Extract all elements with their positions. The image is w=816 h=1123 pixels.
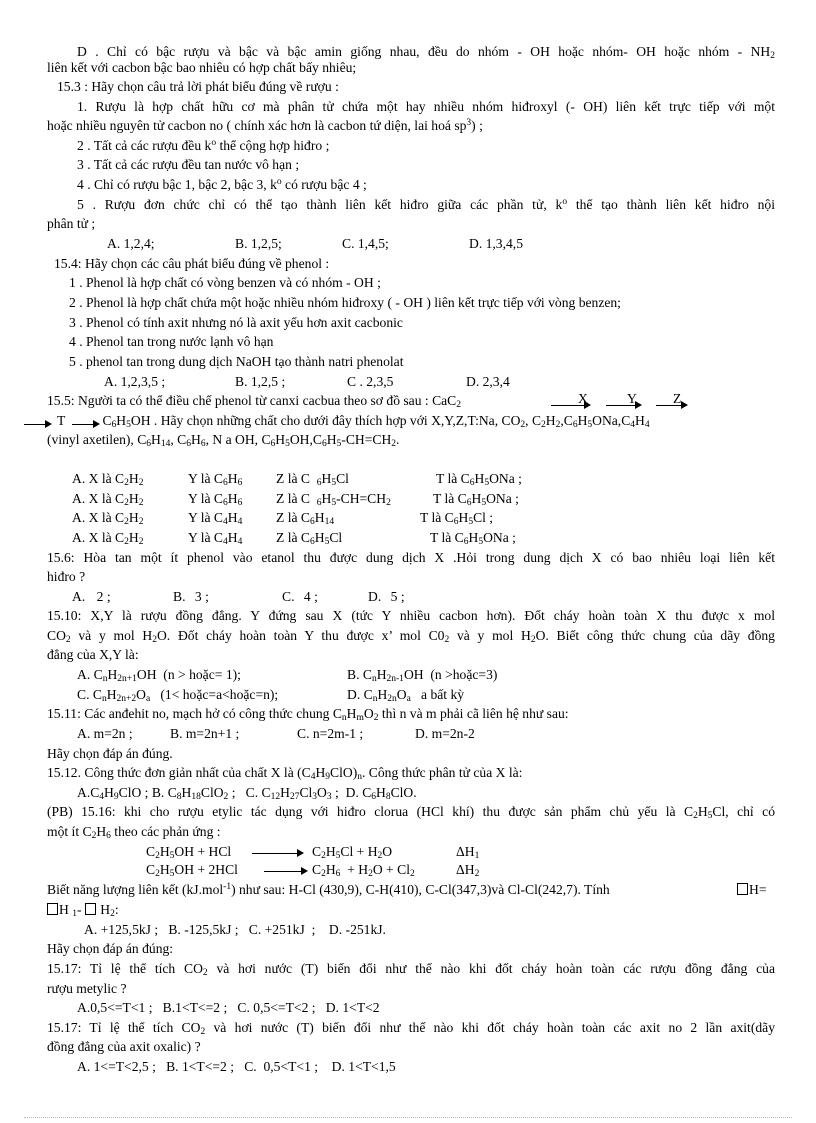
text-line: A. 2 ; B. 3 ; C. 4 ; D. 5 ; [72,589,405,604]
text-line: A. $C_nH_{2n+1}OH$ (n > hoặc= 1); B. $C_nH_{2n-1}OH$ (n >hoặc=3) [77,667,498,684]
scheme-label: X [578,391,588,406]
text-line: đẳng của X,Y là: [47,647,139,662]
text-line: A. 1,2,3,5 ; B. 1,2,5 ; C . 2,3,5 D. 2,3,4 [104,374,510,389]
scheme-label: Y [627,391,637,406]
text-line: Hãy chọn đáp án đúng: [47,941,174,956]
text-line: 3 . Tất cả các rượu đều tan nước vô hạn ; [77,157,300,172]
text-line: T $C_6H_5OH$ . Hãy chọn những chất cho dưới đây thích hợp với X,Y,Z,T:Na, $CO_2$, $C_2H_2,C_6H_5ONa,C_4H_4$ [57,413,650,430]
text-line: A. X là $C_2H_2$ Y là $C_6H_6$ Z là C $_6H_5-CH=CH_2$ T là $C_6H_5ONa$ ; [72,491,519,508]
text-line: 15.6: Hòa tan một ít phenol vào etanol thu được dung dịch X .Hỏi trong dung dịch X có bao nhiêu loại liên kết [47,550,775,565]
text-line: A. +125,5kJ ; B. -125,5kJ ; C. +251kJ ; D. -251kJ. [84,922,386,937]
text-line: 5 . phenol tan trong dung dịch NaOH tạo thành natri phenolat [69,354,404,369]
text-line: $CO_2$ và y mol $H_2O$. Đốt cháy hoàn toàn Y thu được x’ mol $C0_2$ và y mol $H_2O$. Biết công thức chung của dãy đồng [47,628,775,645]
text-line: 15.17: Tỉ lệ thể tích $CO_2$ và hơi nước (T) biến đổi như thế nào khi đốt cháy hoàn toàn các axit no 2 lần axit(dãy [47,1020,775,1037]
text-line: 3 . Phenol có tính axit nhưng nó là axit yếu hơn axit cacbonic [69,315,403,330]
text-line: 15.11: Các anđehit no, mạch hở có công thức chung $C_nH_mO_2$ thì n và m phải cã liên hệ như sau: [47,706,569,723]
text-line: 15.4: Hãy chọn các câu phát biểu đúng về phenol : [54,256,330,271]
scheme-label: Z [673,391,682,406]
text-line: liên kết với cacbon bậc bao nhiêu có hợp chất bấy nhiêu; [47,60,357,75]
text-line: 15.5: Người ta có thể điều chế phenol từ canxi cacbua theo sơ đồ sau : CaC$_2$ [47,393,462,410]
text-line: A. 1<=T<2,5 ; B. 1<T<=2 ; C. 0,5<T<1 ; D. 1<T<1,5 [77,1059,396,1074]
text-line: một ít $C_2H_6$ theo các phản ứng : [47,824,221,841]
text-line: $A.C_4H_9ClO$ ; B. $C_8H_{18}ClO_2$ ; C. $C_{12}H_{27}Cl_3O_3$ ; D. $C_6H_8ClO$. [77,785,417,802]
text-line: C. $C_nH_{2n+2}O_a$ (1< hoặc=a<hoặc=n); D. $C_nH_{2n}O_a$ a bất kỳ [77,687,465,704]
text-line: A.0,5<=T<1 ; B.1<T<=2 ; C. 0,5<=T<2 ; D. 1<T<2 [77,1000,380,1015]
text-line: 4 . Chỉ có rượu bậc 1, bậc 2, bậc 3, $k^o$ có rượu bậc 4 ; [77,177,367,192]
scheme-arrow-4 [24,424,50,425]
text-line: 1 . Phenol là hợp chất có vòng benzen và có nhóm - OH ; [69,275,381,290]
text-line: 15.17: Tỉ lệ thể tích $CO_2$ và hơi nước (T) biến đổi như thế nào khi đốt cháy hoàn toàn các rượu đồng đẳng của [47,961,775,978]
text-line: 5 . Rượu đơn chức chỉ có thể tạo thành liên kết hiđro giữa các phần tử, $k^o$ thể tạo thành liên kết hiđro nội [77,197,776,212]
text-line: A. m=2n ; B. m=2n+1 ; C. n=2m-1 ; D. m=2n-2 [77,726,475,741]
text-line: Biết năng lượng liên kết (kJ.mol$^{-1}$) như sau: H-Cl (430,9), C-H(410), C-Cl(347,3)và Cl-Cl(242,7). Tính H= [47,882,767,897]
scheme-arrow-3 [656,405,686,406]
text-line: A. X là $C_2H_2$ Y là $C_6H_6$ Z là C $_6H_5Cl$ T là $C_6H_5ONa$ ; [72,471,522,488]
text-line: 15.12. Công thức đơn giản nhất của chất X là $(C_4H_9ClO)_n$. Công thức phân tử của X là: [47,765,523,782]
text-line: 1. Rượu là hợp chất hữu cơ mà phân tử chứa một hay nhiều nhóm hiđroxyl (- OH) liên kết trực tiếp với một [77,99,775,114]
text-line: A. X là $C_2H_2$ Y là $C_4H_4$ Z là $C_6H_5Cl$ T là $C_6H_5ONa$ ; [72,530,516,547]
text-line: 15.3 : Hãy chọn câu trả lời phát biểu đúng về rượu : [57,79,339,94]
text-line: Hãy chọn đáp án đúng. [47,746,173,761]
text-line: A. X là $C_2H_2$ Y là $C_4H_4$ Z là $C_6H_{14}$ T là $C_6H_5Cl$ ; [72,510,494,527]
reaction-arrow-2 [264,871,306,872]
text-line: A. 1,2,4; B. 1,2,5; C. 1,4,5; D. 1,3,4,5 [107,236,523,251]
text-line: H $_1$- $H_2$: [47,902,119,918]
text-line: (vinyl axetilen), $C_6H_{14}$, $C_6H_6$, N a OH, $C_6H_5OH,C_6H_5-CH=CH_2$. [47,432,400,449]
scheme-arrow-5 [72,424,98,425]
text-line: hiđro ? [47,569,86,584]
page-bottom-rule [24,1117,792,1118]
text-line: (PB) 15.16: khi cho rượu etylic tác dụng với hiđro clorua (HCl khí) thu được sản phẩm chủ yếu là $C_2H_5Cl$, chỉ có [47,804,775,821]
text-line: rượu metylic ? [47,981,127,996]
text-line: $C_2H_5OH$ + HCl $C_2H_5Cl + H_2O$ $\Delta H_1$ [146,844,480,861]
text-line: 2 . Tất cả các rượu đều $k^o$ thể cộng hợp hiđro ; [77,138,330,153]
text-line: 4 . Phenol tan trong nước lạnh vô hạn [69,334,274,349]
text-line: đồng đẳng của axit oxalic) ? [47,1039,201,1054]
text-line: hoặc nhiều nguyên tử cacbon no ( chính xác hơn là cacbon tứ diện, lai hoá $sp^3$) ; [47,118,483,133]
text-line: 2 . Phenol là hợp chất chứa một hoặc nhiều nhóm hiđroxy ( - OH ) liên kết trực tiếp với vòng benzen; [69,295,621,310]
text-line: D . Chỉ có bậc rượu và bậc và bậc amin giống nhau, đều do nhóm - OH hoặc nhóm- OH hoặc nhóm - $NH_2$ [77,44,775,61]
text-line: phân tử ; [47,216,96,231]
text-line: $C_2H_5OH + 2HCl$ $C_2H_6 + H_2O + Cl_2$ $\Delta H_2$ [146,862,480,879]
text-line: 15.10: X,Y là rượu đồng đẳng. Y đứng sau X (tức Y nhiều cacbon hơn). Đốt cháy hoàn toàn X thu được x mol [47,608,775,623]
reaction-arrow-1 [252,853,302,854]
